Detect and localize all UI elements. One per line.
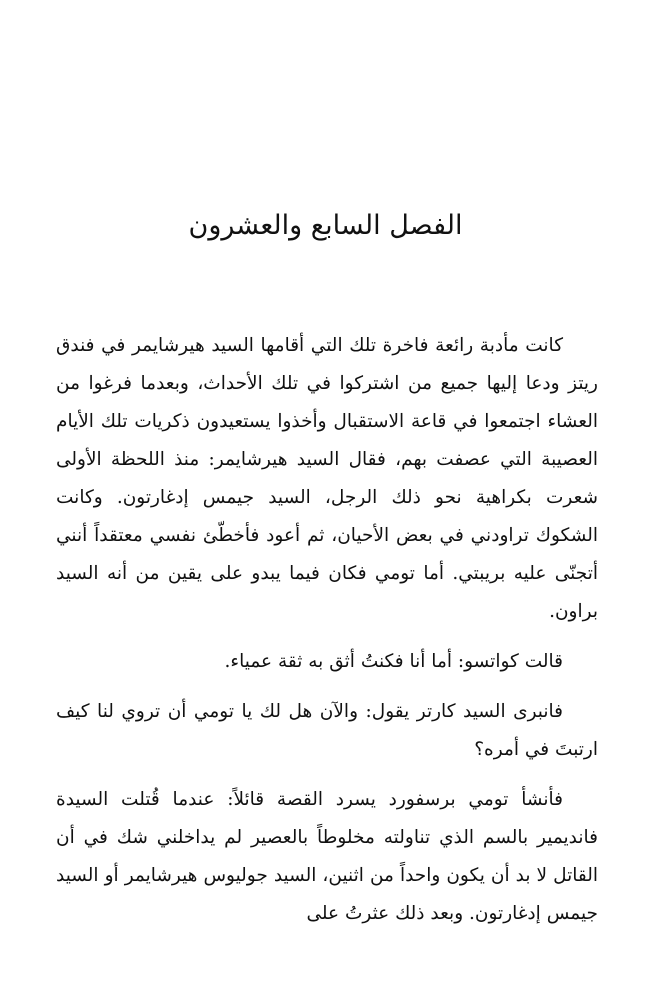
chapter-title: الفصل السابع والعشرون <box>188 210 463 241</box>
chapter-body <box>56 327 598 945</box>
paragraph-narration: فأنشأ تومي برسفورد يسرد القصة قائلاً: عندما قُتلت السيدة فانديمير بالسم الذي تناولته مخلوطاً بالعصير لم يداخلني شك في أن القاتل لا بد أن يكون واحداً من اثنين، السيد جوليوس هيرشايمر أو السيد جيمس إدغارتون. وبعد ذلك عثرتُ على <box>56 789 598 924</box>
paragraph-dialogue-2: فانبرى السيد كارتر يقول: والآن هل لك يا تومي أن تروي لنا كيف ارتبتَ في أمره؟ <box>56 701 598 760</box>
paragraph-dialogue-1: قالت كواتسو: أما أنا فكنتُ أثق به ثقة عمياء. <box>224 651 563 672</box>
paragraph-opening: كانت مأدبة رائعة فاخرة تلك التي أقامها السيد هيرشايمر في فندق ريتز ودعا إليها جميع من اشتركوا في تلك الأحداث، وبعدما فرغوا من العشاء اجتمعوا في قاعة الاستقبال وأخذوا يستعيدون ذكريات تلك الأيام العصيبة التي عصفت بهم، فقال السيد هيرشايمر: منذ اللحظة الأولى شعرت بكراهية نحو ذلك الرجل، السيد جيمس إدغارتون. وكانت الشكوك تراودني في بعض الأحيان، ثم أعود فأخطّئ نفسي معتقداً أنني أتجنّى عليه بريبتي. أما تومي فكان فيما يبدو على يقين من أنه السيد براون. <box>56 335 598 622</box>
